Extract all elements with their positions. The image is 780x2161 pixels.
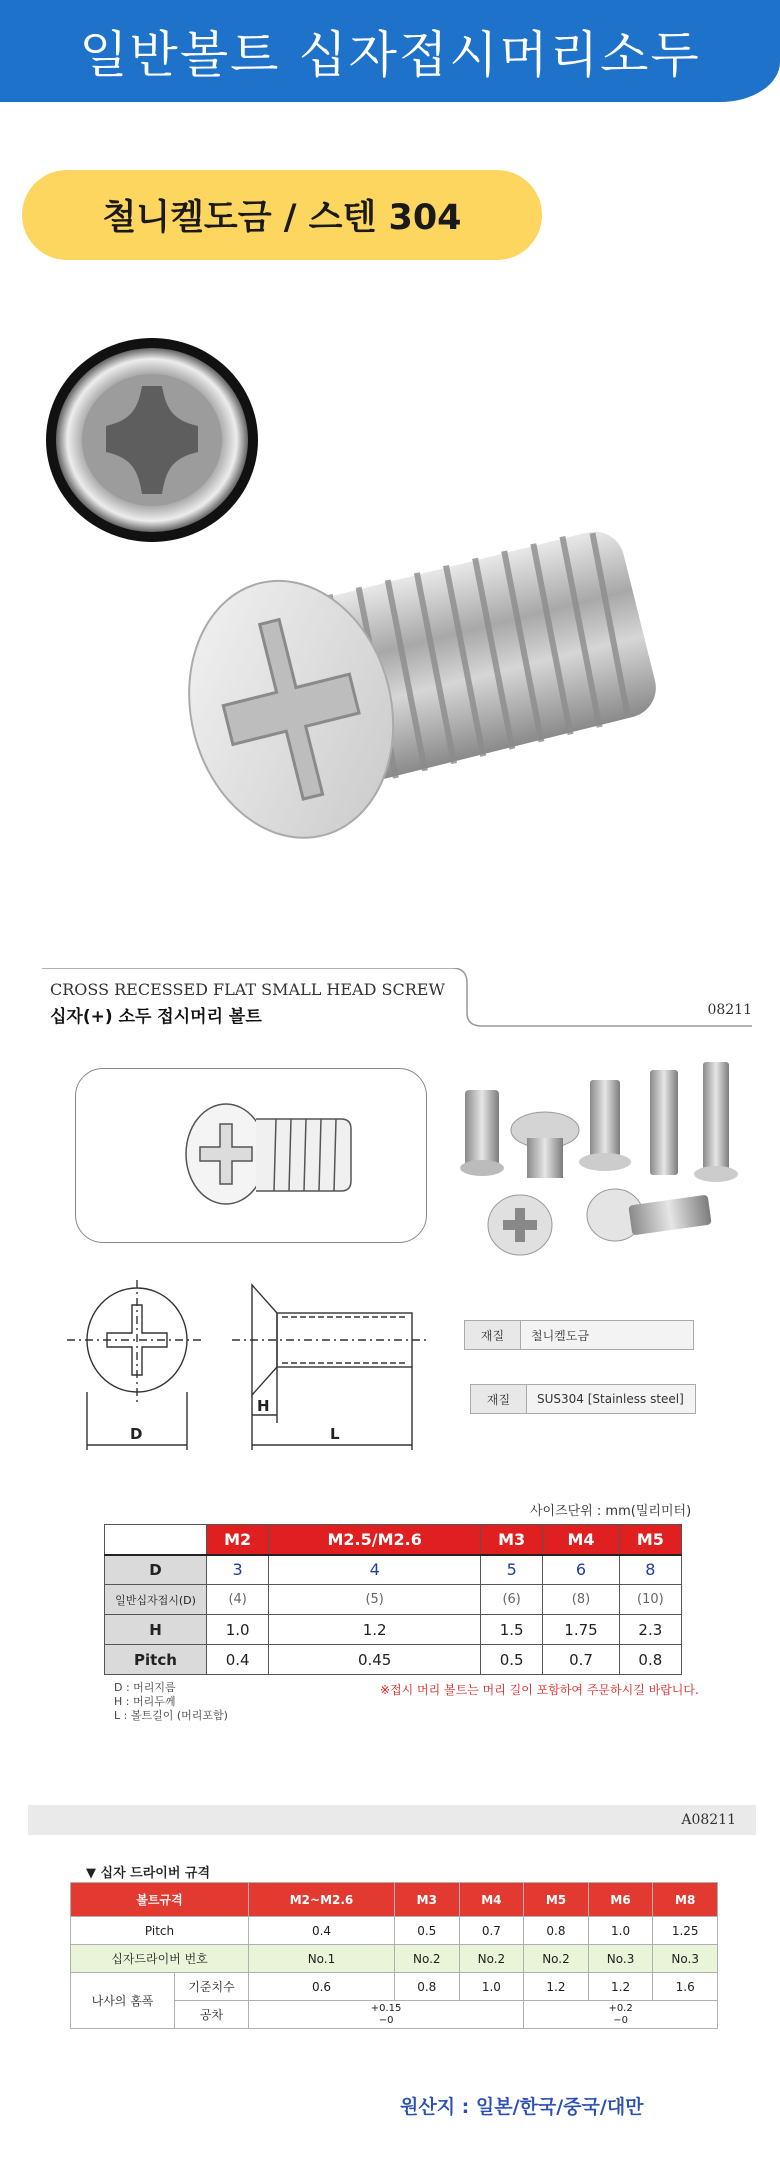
row-sublabel: 기준치수 (175, 1973, 249, 2001)
table-cell: No.3 (653, 1945, 718, 1973)
table-cell: 1.25 (653, 1917, 718, 1945)
table-cell: 4 (269, 1555, 481, 1585)
header-blank-cell (105, 1525, 207, 1555)
table-cell: 3 (207, 1555, 269, 1585)
table-cell: 0.8 (394, 1973, 459, 2001)
table-cell: 0.7 (459, 1917, 524, 1945)
table-cell: 1.0 (207, 1615, 269, 1645)
section-code: A08211 (681, 1812, 736, 1828)
header-cell: M5 (619, 1525, 681, 1555)
header-cell: M8 (653, 1883, 718, 1917)
table-cell: 1.2 (588, 1973, 653, 2001)
row-label: H (105, 1615, 207, 1645)
table-cell: 0.4 (207, 1645, 269, 1675)
material-pill-label: 철니켈도금 / 스텐 304 (102, 198, 462, 238)
header-cell: M3 (481, 1525, 543, 1555)
header-cell: M4 (459, 1883, 524, 1917)
table-cell: 2.3 (619, 1615, 681, 1645)
row-label: D (105, 1555, 207, 1585)
table-cell: 0.5 (481, 1645, 543, 1675)
legend-item: D : 머리지름 (114, 1681, 176, 1694)
dimension-drawing (62, 1275, 432, 1460)
section-band (28, 1805, 756, 1835)
table-row (105, 1585, 682, 1615)
tolerance-plus: +0.15 (370, 2002, 402, 2014)
tolerance-minus: −0 (613, 2014, 628, 2026)
table-row (71, 1945, 718, 1973)
screw-photo (140, 520, 680, 860)
table-row (105, 1615, 682, 1645)
catalog-code: 08211 (707, 1002, 752, 1018)
dimension-label-d: D (130, 1425, 143, 1443)
table-row (71, 1917, 718, 1945)
header-cell: M2~M2.6 (249, 1883, 395, 1917)
tolerance-cell (524, 2001, 718, 2029)
table-cell: (10) (619, 1585, 681, 1615)
table-cell: No.2 (459, 1945, 524, 1973)
table-cell: 1.6 (653, 1973, 718, 2001)
table-cell: 0.5 (394, 1917, 459, 1945)
table-row (105, 1555, 682, 1585)
table-cell: No.3 (588, 1945, 653, 1973)
size-table (104, 1524, 682, 1675)
material-tag-sus304 (470, 1384, 696, 1414)
screw-group-photo (445, 1050, 765, 1265)
material-tag-nickel (464, 1320, 694, 1350)
order-warning: ※접시 머리 볼트는 머리 길이 포함하여 주문하시길 바랍니다. (380, 1683, 699, 1697)
table-cell: 8 (619, 1555, 681, 1585)
header-cell: 볼트규격 (71, 1883, 249, 1917)
table-cell: 0.45 (269, 1645, 481, 1675)
table-cell: No.1 (249, 1945, 395, 1973)
header-cell: M2.5/M2.6 (269, 1525, 481, 1555)
dimension-legend (114, 1681, 228, 1723)
driver-table-header (71, 1883, 718, 1917)
header-banner (0, 0, 780, 102)
driver-table-title: ▼ 십자 드라이버 규격 (86, 1866, 211, 1881)
catalog-title-en: CROSS RECESSED FLAT SMALL HEAD SCREW (50, 980, 445, 999)
table-cell: 0.7 (543, 1645, 619, 1675)
header-cell: M4 (543, 1525, 619, 1555)
material-pill (22, 170, 542, 260)
table-cell: 1.0 (459, 1973, 524, 2001)
size-table-header (105, 1525, 682, 1555)
tolerance-plus: +0.2 (608, 2002, 633, 2014)
dimension-label-h: H (257, 1397, 270, 1415)
dimension-label-l: L (330, 1425, 340, 1443)
screw-head-top-image (42, 334, 262, 546)
technical-drawing (62, 1275, 432, 1460)
table-cell: 5 (481, 1555, 543, 1585)
table-cell: 1.2 (524, 1973, 589, 2001)
catalog-title-ko: 십자(+) 소두 접시머리 볼트 (50, 1007, 262, 1027)
table-cell: 1.5 (481, 1615, 543, 1645)
table-cell: (8) (543, 1585, 619, 1615)
catalog-header (42, 968, 752, 1028)
screw-illustration-box (75, 1068, 427, 1243)
table-cell: 0.4 (249, 1917, 395, 1945)
table-row (71, 1973, 718, 2001)
page-title: 일반볼트 십자접시머리소두 (79, 26, 701, 84)
row-label: 십자드라이버 번호 (71, 1945, 249, 1973)
table-cell: 1.75 (543, 1615, 619, 1645)
table-row (105, 1645, 682, 1675)
table-cell: 0.6 (249, 1973, 395, 2001)
table-cell: No.2 (524, 1945, 589, 1973)
unit-note: 사이즈단위 : mm(밀리미터) (530, 1504, 692, 1519)
table-cell: (6) (481, 1585, 543, 1615)
header-cell: M2 (207, 1525, 269, 1555)
table-cell: (4) (207, 1585, 269, 1615)
material-key: 재질 (465, 1321, 521, 1349)
tolerance-cell (249, 2001, 524, 2029)
table-cell: 6 (543, 1555, 619, 1585)
row-label: 나사의 홈폭 (71, 1973, 175, 2029)
table-cell: 0.8 (619, 1645, 681, 1675)
legend-item: L : 볼트길이 (머리포함) (114, 1709, 228, 1722)
header-cell: M3 (394, 1883, 459, 1917)
origin-label: 원산지 : 일본/한국/중국/대만 (400, 2096, 644, 2118)
driver-table (70, 1882, 718, 2029)
screw-line-drawing (76, 1069, 428, 1244)
tolerance-minus: −0 (378, 2014, 394, 2026)
table-cell: No.2 (394, 1945, 459, 1973)
table-cell: 0.8 (524, 1917, 589, 1945)
row-label: 일반십자접시(D) (105, 1585, 207, 1615)
header-cell: M6 (588, 1883, 653, 1917)
row-label: Pitch (71, 1917, 249, 1945)
legend-item: H : 머리두께 (114, 1695, 176, 1708)
header-cell: M5 (524, 1883, 589, 1917)
row-label: Pitch (105, 1645, 207, 1675)
material-value: SUS304 [Stainless steel] (537, 1392, 684, 1406)
material-value: 철니켈도금 (531, 1328, 589, 1343)
row-sublabel: 공차 (175, 2001, 249, 2029)
table-cell: 1.0 (588, 1917, 653, 1945)
table-cell: 1.2 (269, 1615, 481, 1645)
table-cell: (5) (269, 1585, 481, 1615)
material-key: 재질 (471, 1385, 527, 1413)
